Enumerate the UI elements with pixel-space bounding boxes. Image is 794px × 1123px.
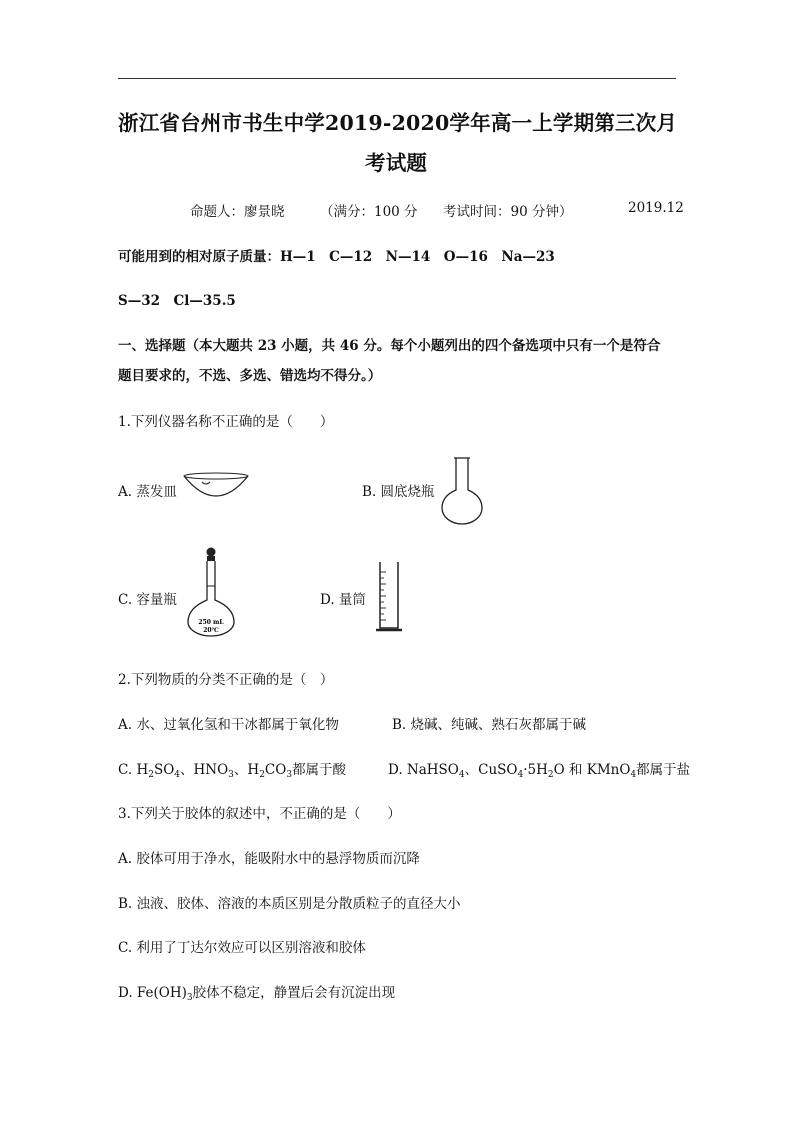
section-heading-line2: 题目要求的，不选、多选、错选均不得分。）	[118, 368, 382, 384]
q2-option-d: D. NaHSO$_4$、$CuSO_4\cdot 5H_2O$ 和 KMnO$_4$都属于盐	[388, 762, 691, 780]
q2-stem: 2.下列物质的分类不正确的是（ ）	[118, 672, 334, 688]
q2-option-b: B. 烧碱、纯碱、熟石灰都属于碱	[392, 717, 587, 733]
exam-full-score: （满分：100 分	[320, 204, 418, 220]
volumetric-flask-icon	[186, 546, 236, 640]
round-bottom-flask-icon	[440, 456, 484, 526]
q1-option-b: B. 圆底烧瓶	[362, 484, 435, 500]
q3-stem: 3.下列关于胶体的叙述中，不正确的是（ ）	[118, 806, 401, 822]
flask-volume-label: 250 mL	[198, 619, 224, 626]
flask-temp-label: 20℃	[203, 627, 219, 634]
header-rule	[118, 78, 676, 79]
atomic-masses-line2: S—32 Cl—35.5	[118, 293, 236, 309]
q3-option-a: A. 胶体可用于净水，能吸附水中的悬浮物质而沉降	[118, 851, 420, 867]
q3-option-c: C. 利用了丁达尔效应可以区别溶液和胶体	[118, 940, 366, 956]
exam-date: 2019.12	[628, 200, 684, 216]
graduated-cylinder-icon	[374, 560, 404, 634]
section-heading-line1: 一、选择题（本大题共 23 小题，共 46 分。每个小题列出的四个备选项中只有一个是符合	[118, 338, 661, 354]
q2-option-a: A. 水、过氧化氢和干冰都属于氧化物	[118, 717, 339, 733]
exam-duration: 考试时间：90 分钟）	[443, 204, 573, 220]
exam-title-line2: 考试题	[365, 151, 428, 175]
q3-option-b: B. 浊液、胶体、溶液的本质区别是分散质粒子的直径大小	[118, 896, 461, 912]
exam-title-line1: 浙江省台州市书生中学2019-2020学年高一上学期第三次月	[118, 111, 678, 135]
q2-option-c: C. $H_2SO_4$、$HNO_3$、$H_2CO_3$都属于酸	[118, 762, 347, 780]
evaporating-dish-icon	[182, 472, 250, 502]
exam-author: 命题人：廖景晓	[190, 204, 285, 220]
q1-option-d: D. 量筒	[320, 592, 366, 608]
q1-option-a: A. 蒸发皿	[118, 484, 177, 500]
atomic-masses-line1: 可能用到的相对原子质量：H—1 C—12 N—14 O—16 Na—23	[118, 249, 555, 265]
q1-option-c: C. 容量瓶	[118, 592, 177, 608]
q3-option-d: D. $Fe(OH)_3$胶体不稳定，静置后会有沉淀出现	[118, 985, 396, 1003]
q1-stem: 1.下列仪器名称不正确的是（ ）	[118, 414, 334, 430]
